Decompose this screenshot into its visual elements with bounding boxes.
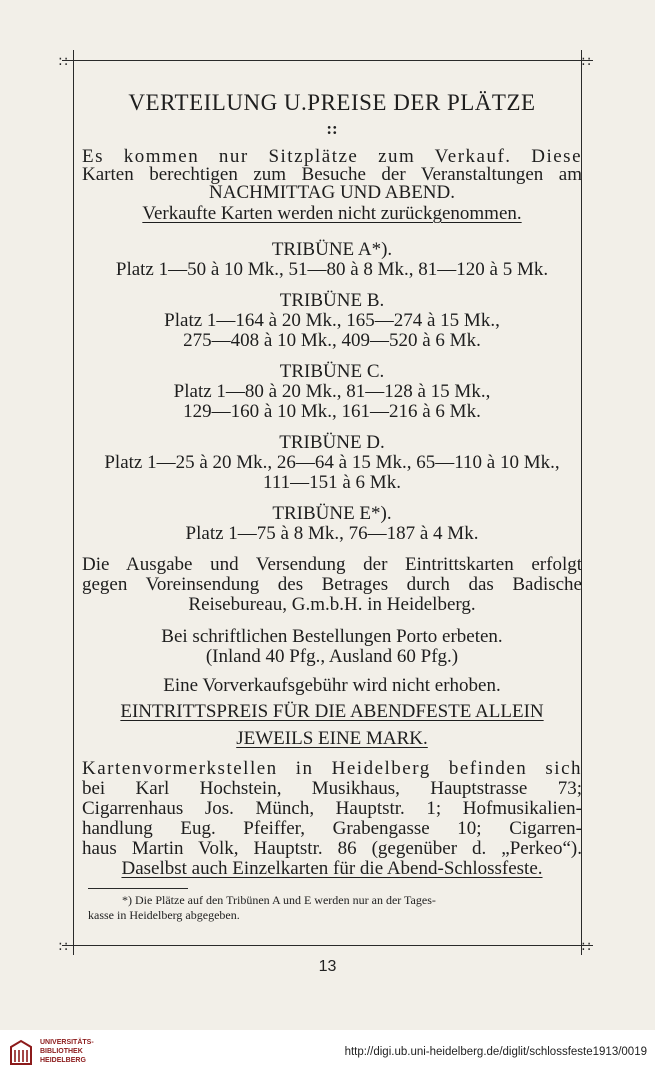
corner-ornament-bottom-right: ::	[581, 938, 593, 954]
page-title: VERTEILUNG U.PREISE DER PLÄTZE	[128, 90, 536, 115]
intro-line-3: NACHMITTAG UND ABEND.	[209, 182, 455, 203]
footnote-rule	[88, 888, 188, 889]
page-number: 13	[318, 958, 337, 975]
tribune-a-prices: Platz 1—50 à 10 Mk., 51—80 à 8 Mk., 81—120 à 5 Mk.	[115, 259, 549, 280]
porto-line-2: (Inland 40 Pfg., Ausland 60 Pfg.)	[205, 646, 459, 667]
tribune-b-title: TRIBÜNE B.	[279, 290, 385, 311]
tribune-d-title: TRIBÜNE D.	[279, 432, 385, 453]
ausgabe-line-1: Die Ausgabe und Versendung der Eintrittskarten erfolgt	[82, 554, 582, 575]
vormerk-line-6: Daselbst auch Einzelkarten für die Abend-Schlossfeste.	[121, 858, 543, 879]
tribune-d-prices-2: 111—151 à 6 Mk.	[263, 472, 401, 493]
frame-border-top	[62, 60, 593, 61]
intro-line-2: Karten berechtigen zum Besuche der Veranstaltungen am	[82, 164, 582, 185]
tribune-c-prices-2: 129—160 à 10 Mk., 161—216 à 6 Mk.	[183, 401, 481, 422]
tribune-a-title: TRIBÜNE A*).	[271, 239, 393, 260]
library-logo-icon	[8, 1038, 34, 1068]
library-name	[40, 1038, 94, 1065]
ausgabe-line-3: Reisebureau, G.m.b.H. in Heidelberg.	[188, 594, 476, 615]
eintritt-line-1: EINTRITTSPREIS FÜR DIE ABENDFESTE ALLEIN	[120, 701, 544, 722]
corner-ornament-bottom-left: ::	[58, 938, 70, 954]
footnote-line-2: kasse in Heidelberg abgegeben.	[88, 908, 240, 922]
gebuehr-note: Eine Vorverkaufsgebühr wird nicht erhoben.	[163, 675, 501, 696]
frame-border-bottom	[62, 945, 593, 946]
porto-line-1: Bei schriftlichen Bestellungen Porto erbeten.	[161, 626, 503, 647]
tribune-c-title: TRIBÜNE C.	[279, 361, 385, 382]
intro-line-4: Verkaufte Karten werden nicht zurückgenommen.	[142, 203, 522, 224]
vormerk-line-2: bei Karl Hochstein, Musikhaus, Hauptstrasse 73;	[82, 778, 582, 799]
ausgabe-line-2: gegen Voreinsendung des Betrages durch das Badische	[82, 574, 582, 595]
library-footer-bar	[0, 1030, 655, 1077]
tribune-d-prices-1: Platz 1—25 à 20 Mk., 26—64 à 15 Mk., 65—110 à 10 Mk.,	[104, 452, 560, 473]
vormerk-line-3: Cigarrenhaus Jos. Münch, Hauptstr. 1; Hofmusikalien-	[82, 798, 582, 819]
frame-border-left	[73, 50, 74, 955]
library-name-line-1: UNIVERSITÄTS-	[40, 1039, 94, 1046]
tribune-b-prices-2: 275—408 à 10 Mk., 409—520 à 6 Mk.	[183, 330, 481, 351]
library-name-line-2: BIBLIOTHEK	[40, 1048, 83, 1055]
corner-ornament-top-right: ::	[581, 53, 593, 69]
footnote-line-1: *) Die Plätze auf den Tribünen A und E werden nur an der Tages-	[122, 893, 436, 907]
vormerk-line-1: Kartenvormerkstellen in Heidelberg befinden sich	[82, 758, 582, 779]
intro-line-1: Es kommen nur Sitzplätze zum Verkauf. Diese	[82, 146, 582, 167]
tribune-c-prices-1: Platz 1—80 à 20 Mk., 81—128 à 15 Mk.,	[173, 381, 491, 402]
source-url-link[interactable]: http://digi.ub.uni-heidelberg.de/diglit/schlossfeste1913/0019	[344, 1046, 647, 1058]
tribune-e-title: TRIBÜNE E*).	[272, 503, 392, 524]
vormerk-line-5: haus Martin Volk, Hauptstr. 86 (gegenüber d. „Perkeo“).	[82, 838, 582, 859]
tribune-b-prices-1: Platz 1—164 à 20 Mk., 165—274 à 15 Mk.,	[164, 310, 500, 331]
eintritt-line-2: JEWEILS EINE MARK.	[236, 728, 428, 749]
heading-ornament: ::	[326, 119, 338, 138]
vormerk-line-4: handlung Eug. Pfeiffer, Grabengasse 10; Cigarren-	[82, 818, 582, 839]
corner-ornament-top-left: ::	[58, 53, 70, 69]
library-name-line-3: HEIDELBERG	[40, 1057, 86, 1064]
tribune-e-prices: Platz 1—75 à 8 Mk., 76—187 à 4 Mk.	[185, 523, 479, 544]
